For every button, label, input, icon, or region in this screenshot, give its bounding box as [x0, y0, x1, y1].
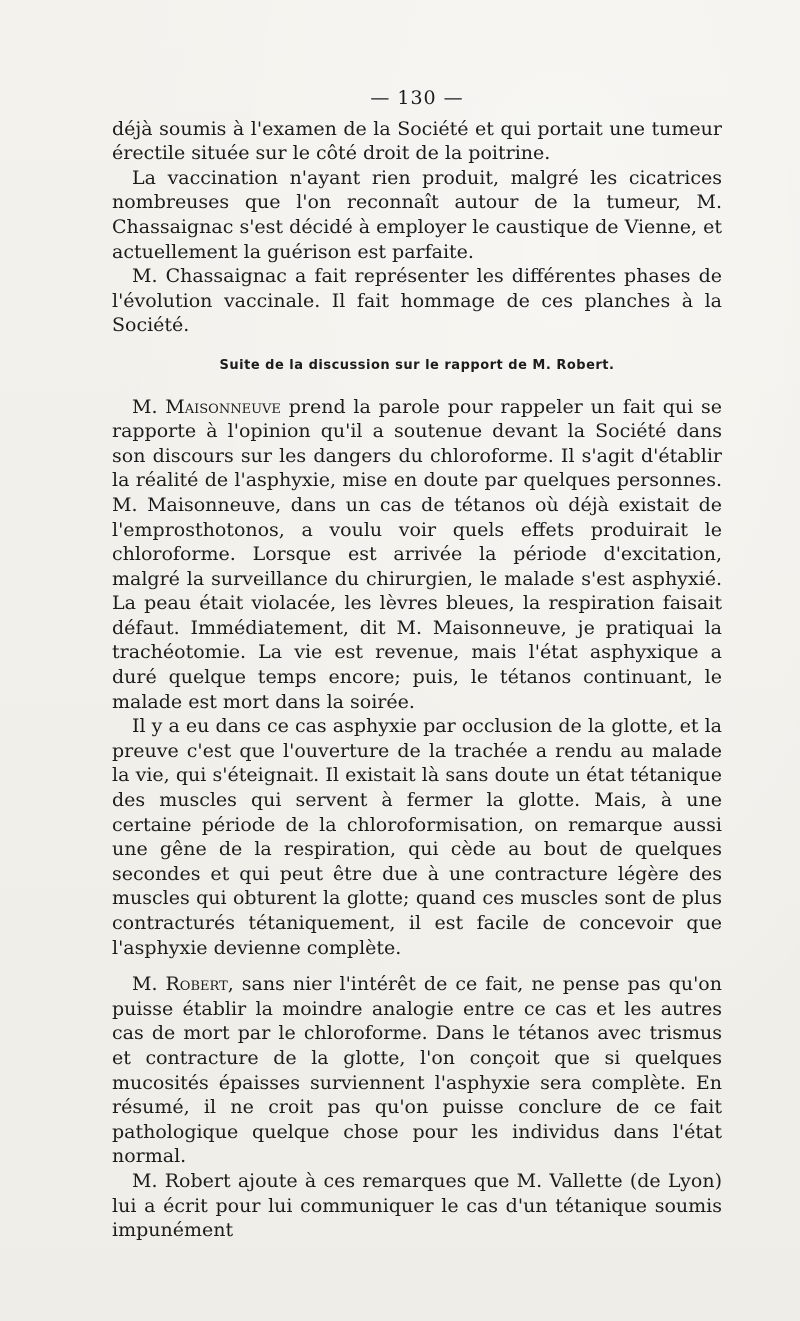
paragraph-asphyxie: Il y a eu dans ce cas asphyxie par occlusion de la glotte, et la preuve c'est que l'ouverture de la trachée a rendu au malade la vie, qui s'éteignait. Il existait là sans doute un état tétanique des muscles qui servent à fermer la glotte. Mais, à une certaine période de la chloroformisation, on remarque aussi une gêne de la respiration, qui cède au bout de quelques secondes et qui peut être due à une contracture légère des muscles qui obturent la glotte; quand ces muscles sont de plus contracturés tétaniquement, il est facile de concevoir que l'asphyxie devienne complète.	[112, 715, 722, 959]
paragraph-chassaignac: M. Chassaignac a fait représenter les différentes phases de l'évolution vaccinale. Il fait hommage de ces planches à la Société.	[112, 265, 722, 337]
text-body	[112, 86, 722, 1243]
speaker-prefix: M.	[132, 973, 166, 996]
page-number: — 130 —	[370, 87, 464, 109]
speaker-prefix: M.	[132, 395, 166, 418]
paragraph-vallette: M. Robert ajoute à ces remarques que M. Vallette (de Lyon) lui a écrit pour lui communiquer le cas d'un tétanique soumis impunément	[112, 1169, 722, 1242]
paragraph-text: , sans nier l'intérêt de ce fait, ne pense pas qu'on puisse établir la moindre analogie entre ce cas et les autres cas de mort par le chloroforme. Dans le tétanos avec trismus et contracture de la glotte, l'on conçoit que si quelques mucosités épaisses surviennent l'asphyxie sera complète. En résumé, il ne croit pas qu'on puisse conclure de ce fait pathologique quelque chose pour les individus dans l'état normal.	[112, 973, 722, 1168]
paragraph-robert	[112, 972, 722, 1169]
paragraph-vaccination: La vaccination n'ayant rien produit, malgré les cicatrices nombreuses que l'on reconnaît autour de la tumeur, M. Chassaignac s'est décidé à employer le caustique de Vienne, et actuellement la guérison est parfaite.	[112, 166, 722, 263]
speaker-name: Maisonneuve	[165, 395, 281, 418]
paragraph-continuation: déjà soumis à l'examen de la Société et qui portait une tumeur érectile située sur le côté droit de la poitrine.	[112, 117, 722, 165]
paragraph-maisonneuve	[112, 395, 722, 715]
section-heading: Suite de la discussion sur le rapport de M. Robert.	[219, 357, 615, 373]
speaker-name: Robert	[165, 973, 228, 996]
paragraph-text: prend la parole pour rappeler un fait qui se rapporte à l'opinion qu'il a soutenue devant la Société dans son discours sur les dangers du chloroforme. Il s'agit d'établir la réalité de l'asphyxie, mise en doute par quelques personnes. M. Maisonneuve, dans un cas de tétanos où déjà existait de l'emprosthotonos, a voulu voir quels effets produirait le chloroforme. Lorsque est arrivée la période d'excitation, malgré la surveillance du chirurgien, le malade s'est asphyxié. La peau était violacée, les lèvres bleues, la respiration faisait défaut. Immédiatement, dit M. Maisonneuve, je pratiquai la trachéotomie. La vie est revenue, mais l'état asphyxique a duré quelque temps encore; puis, le tétanos continuant, le malade est mort dans la soirée.	[112, 395, 722, 713]
